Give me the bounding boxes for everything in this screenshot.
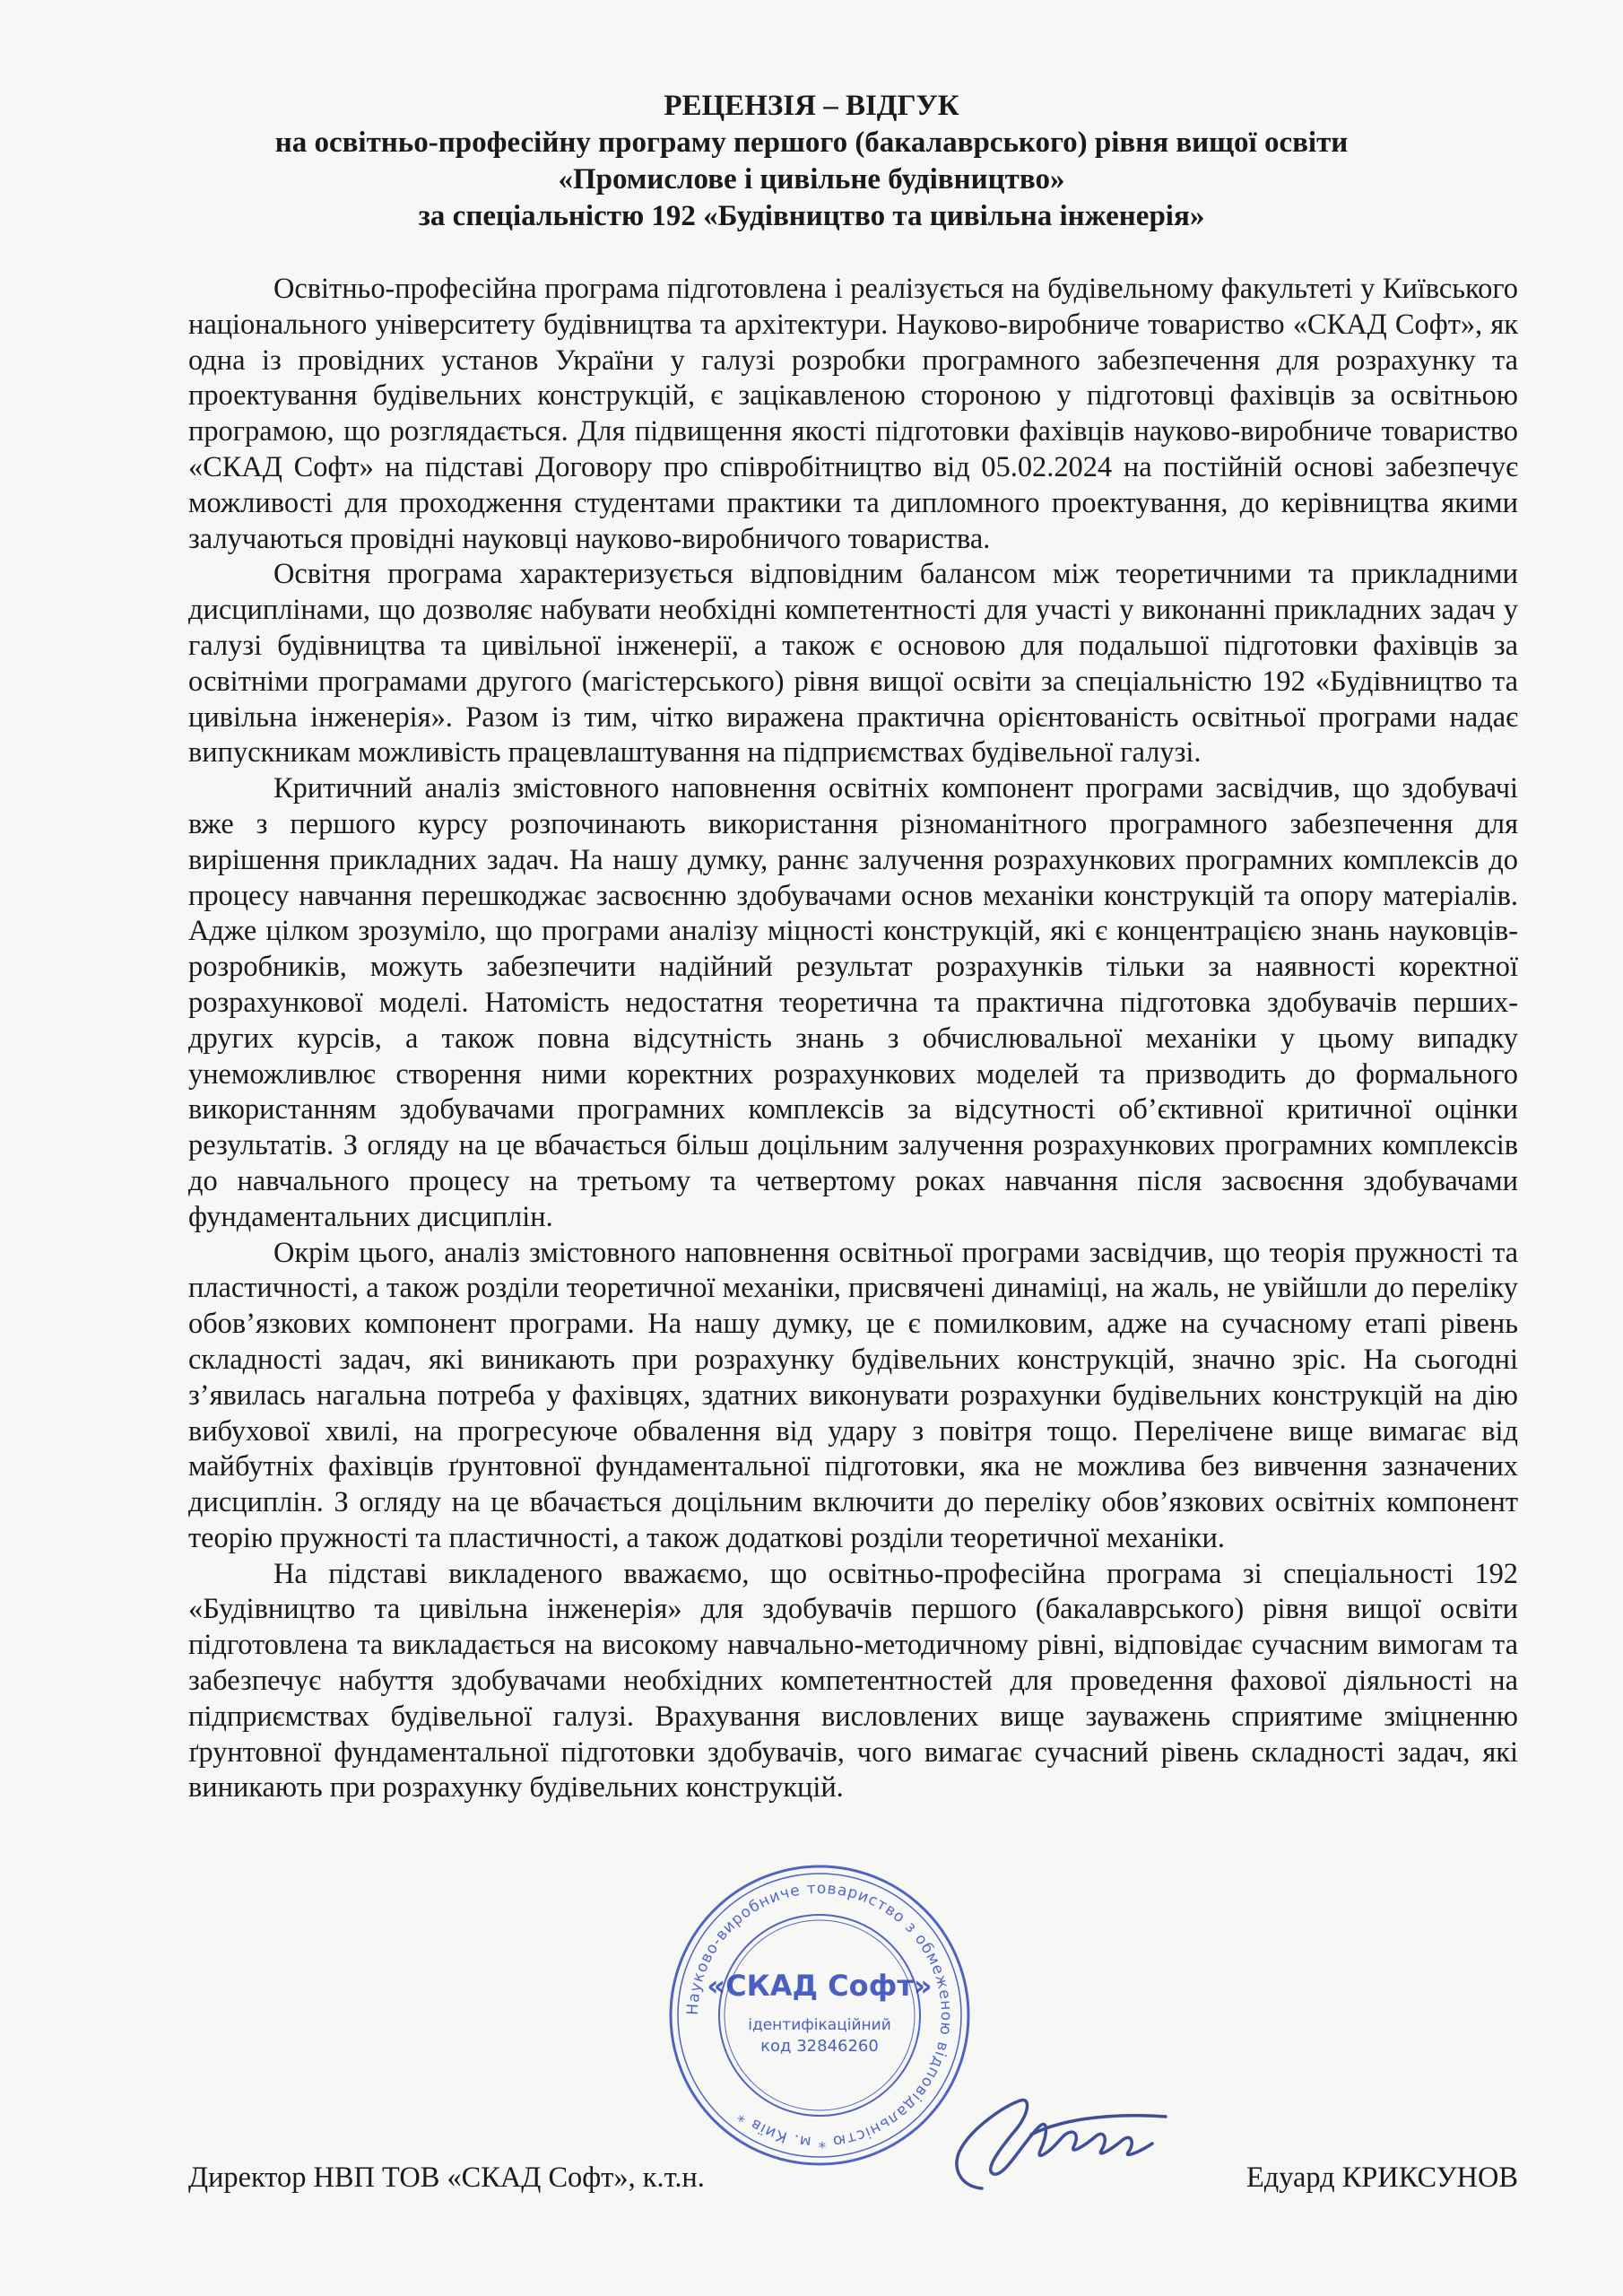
- paragraph-3: Критичний аналіз змістовного наповнення освітніх компонент програми засвідчив, що здобувачі вже з першого курсу розпочинають використання різноманітного програмного забезпечення для вирішення прикладних задач. На нашу думку, раннє залучення розрахункових програмних комплексів до процесу навчання перешкоджає засвоєнню здобувачами основ механіки конструкцій та опору матеріалів. Адже цілком зрозуміло, що програми аналізу міцності конструкцій, які є концентрацією знань науковців-розробників, можуть забезпечити надійний результат розрахунків тільки за наявності коректної розрахункової моделі. Натомість недостатня теоретична та практична підготовка здобувачів перших-других курсів, а також повна відсутність знань з обчислювальної механіки у цьому випадку унеможливлює створення ними коректних розрахункових моделей та призводить до формального використанням здобувачами програмних комплексів за відсутності об’єктивної критичної оцінки результатів. З огляду на це вбачається більш доцільним залучення розрахункових програмних комплексів до навчального процесу на третьому та четвертому роках навчання після засвоєння здобувачами фундаментальних дисциплін.: [188, 772, 1518, 1233]
- stamp-id-label: ідентифікаційний: [748, 2016, 891, 2034]
- handwritten-signature: [897, 2081, 1237, 2206]
- paragraph-5: На підставі викладеного вважаємо, що освітньо-професійна програма зі спеціальності 192 «Будівництво та цивільна інженерія» для здобувачів першого (бакалаврського) рівня вищої освіти підготовлена та викладається на високому навчально-методичному рівні, відповідає сучасним вимогам та забезпечує набуття здобувачами необхідних компетентностей для проведення фахової діяльності на підприємствах будівельної галузі. Врахування висловлених вище зауважень сприятиме зміцненню ґрунтовної фундаментальної підготовки здобувачів, чого вимагає сучасний рівень складності задач, які виникають при розрахунку будівельних конструкцій.: [188, 1557, 1518, 1805]
- document-header: [126, 88, 1497, 235]
- signatory-name: Едуард КРИКСУНОВ: [1245, 2161, 1518, 2194]
- stamp-company-name: «СКАД Софт»: [707, 1969, 933, 2003]
- program-name: «Промислове і цивільне будівництво»: [558, 163, 1065, 196]
- specialty-line: за спеціальністю 192 «Будівництво та цивільна інженерія»: [418, 200, 1205, 232]
- paragraph-4: Окрім цього, аналіз змістовного наповнення освітньої програми засвідчив, що теорія пружності та пластичності, а також розділи теоретичної механіки, присвячені динаміці, на жаль, не увійшли до переліку обов’язкових компонент програми. На нашу думку, це є помилковим, адже на сучасному етапі рівень складності задач, які виникають при розрахунку будівельних конструкцій, значно зріс. На сьогодні з’явилась нагальна потреба у фахівцях, здатних виконувати розрахунки будівельних конструкцій на дію вибухової хвилі, на прогресуюче обвалення від удару з повітря тощо. Перелічене вище вимагає від майбутніх фахівців ґрунтовної фундаментальної підготовки, яка не можлива без вивчення зазначених дисциплін. З огляду на це вбачається доцільним включити до переліку обов’язкових освітніх компонент теорію пружності та пластичності, а також додаткові розділи теоретичної механіки.: [188, 1236, 1518, 1554]
- paragraph-2: Освітня програма характеризується відповідним балансом між теоретичними та прикладними дисциплінами, що дозволяє набувати необхідні компетентності для участі у виконанні прикладних задач у галузі будівництва та цивільної інженерії, а також є основою для подальшої підготовки фахівців за освітніми програмами другого (магістерського) рівня вищої освіти за спеціальністю 192 «Будівництво та цивільна інженерія». Разом із тим, чітко виражена практична орієнтованість освітньої програми надає випускникам можливість працевлаштування на підприємствах будівельної галузі.: [188, 558, 1518, 770]
- document-subtitle-line-1: на освітньо-професійну програму першого (бакалаврського) рівня вищої освіти: [274, 126, 1349, 159]
- review-body: [188, 272, 1518, 1806]
- stamp-code: код 32846260: [760, 2037, 879, 2056]
- paragraph-1: Освітньо-професійна програма підготовлена і реалізується на будівельному факультеті у Київського національного університету будівництва та архітектури. Науково-виробниче товариство «СКАД Софт», як одна із провідних установ України у галузі розробки програмного забезпечення для розрахунку та проектування будівельних конструкцій, є зацікавленою стороною у підготовці фахівців за освітньою програмою, що розглядається. Для підвищення якості підготовки фахівців науково-виробниче товариство «СКАД Софт» на підставі Договору про співробітництво від 05.02.2024 на постійній основі забезпечує можливості для проходження студентами практики та дипломного проектування, до керівництва якими залучаються провідні науковці науково-виробничого товариства.: [188, 273, 1518, 555]
- document-title: РЕЦЕНЗІЯ – ВІДГУК: [664, 90, 959, 122]
- signatory-position: Директор НВП ТОВ «СКАД Софт», к.т.н.: [188, 2161, 705, 2194]
- stamp-ring-text: Науково-виробниче товариство з обмеженою відповідальністю * м. Київ *: [683, 1879, 956, 2152]
